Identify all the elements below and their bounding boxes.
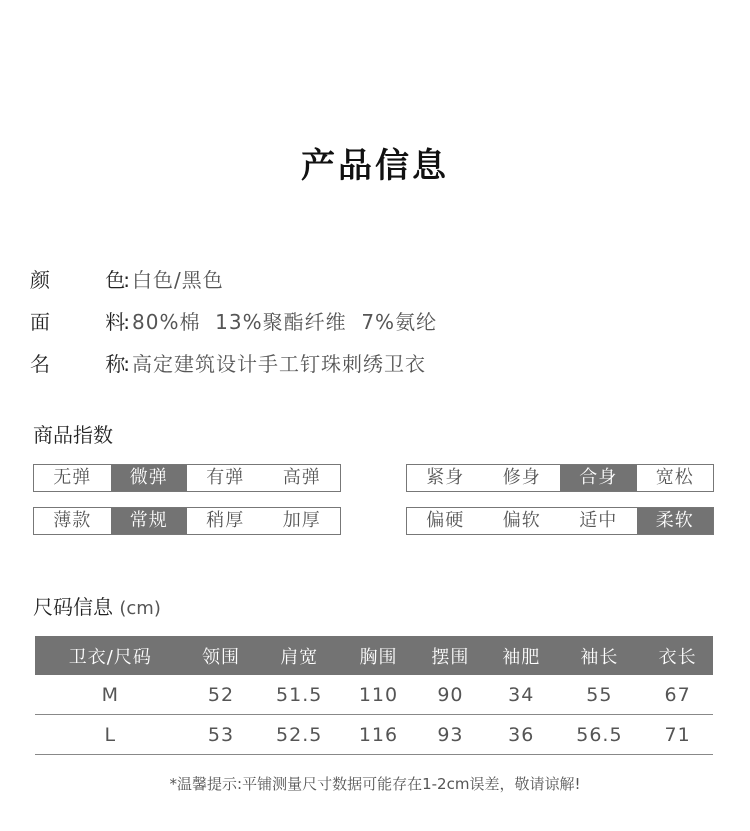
info-label: 颜 色: — [30, 268, 130, 292]
info-row-fabric — [30, 307, 437, 337]
table-cell: 116 — [342, 715, 415, 755]
table-cell: 34 — [486, 675, 557, 715]
table-cell: 67 — [642, 675, 713, 715]
page-title: 产品信息 — [301, 146, 449, 186]
info-row-name — [30, 349, 426, 379]
index-option: 适中 — [579, 510, 618, 531]
index-option: 宽松 — [655, 467, 694, 488]
index-option: 偏软 — [502, 510, 541, 531]
index-option: 修身 — [502, 467, 541, 488]
size-table-header-cell: 袖肥 — [486, 636, 557, 675]
info-label: 名 称: — [30, 352, 130, 376]
index-option: 柔软 — [637, 508, 714, 534]
table-cell: 36 — [486, 715, 557, 755]
table-cell: 53 — [186, 715, 257, 755]
table-cell: 110 — [342, 675, 415, 715]
table-cell: 52 — [186, 675, 257, 715]
size-table-header-cell: 肩宽 — [256, 636, 342, 675]
info-value-color: 白色/黑色 — [132, 268, 224, 292]
size-unit: (cm) — [119, 598, 161, 619]
index-option: 稍厚 — [206, 510, 245, 531]
table-cell: 93 — [415, 715, 486, 755]
info-value-name: 高定建筑设计手工钉珠刺绣卫衣 — [132, 352, 426, 376]
index-option: 常规 — [111, 508, 188, 534]
size-table-header-cell: 胸围 — [342, 636, 415, 675]
size-table — [35, 636, 713, 755]
index-option: 高弹 — [282, 467, 321, 488]
size-table-header-cell: 衣长 — [642, 636, 713, 675]
table-cell: 51.5 — [256, 675, 342, 715]
table-cell: 71 — [642, 715, 713, 755]
index-section-title: 商品指数 — [33, 423, 113, 447]
info-label: 面 料: — [30, 310, 130, 334]
table-cell: 56.5 — [557, 715, 643, 755]
info-row-color — [30, 265, 224, 295]
table-cell: 90 — [415, 675, 486, 715]
info-value-fabric: 80%棉 13%聚酯纤维 7%氨纶 — [132, 310, 438, 334]
index-option: 无弹 — [53, 467, 92, 488]
size-table-header-cell: 摆围 — [415, 636, 486, 675]
size-table-header-cell: 袖长 — [557, 636, 643, 675]
index-option: 偏硬 — [426, 510, 465, 531]
index-option: 加厚 — [282, 510, 321, 531]
index-option: 紧身 — [426, 467, 465, 488]
index-option: 薄款 — [53, 510, 92, 531]
size-table-header — [35, 636, 713, 675]
table-cell: M — [35, 675, 186, 715]
index-option: 微弹 — [111, 465, 188, 491]
table-cell: 55 — [557, 675, 643, 715]
table-cell: L — [35, 715, 186, 755]
size-section-title: 尺码信息 (cm) — [33, 595, 161, 619]
index-bar-elasticity — [33, 464, 341, 492]
index-bar-fit — [406, 464, 714, 492]
index-option: 有弹 — [206, 467, 245, 488]
footnote: *温馨提示:平铺测量尺寸数据可能存在1-2cm误差，敬请谅解! — [169, 775, 581, 793]
index-bar-thickness — [33, 507, 341, 535]
table-cell: 52.5 — [256, 715, 342, 755]
table-row — [35, 675, 713, 715]
table-row — [35, 715, 713, 755]
index-option: 合身 — [560, 465, 637, 491]
size-table-header-cell: 卫衣/尺码 — [35, 636, 186, 675]
index-bar-softness — [406, 507, 714, 535]
size-table-header-cell: 领围 — [186, 636, 257, 675]
